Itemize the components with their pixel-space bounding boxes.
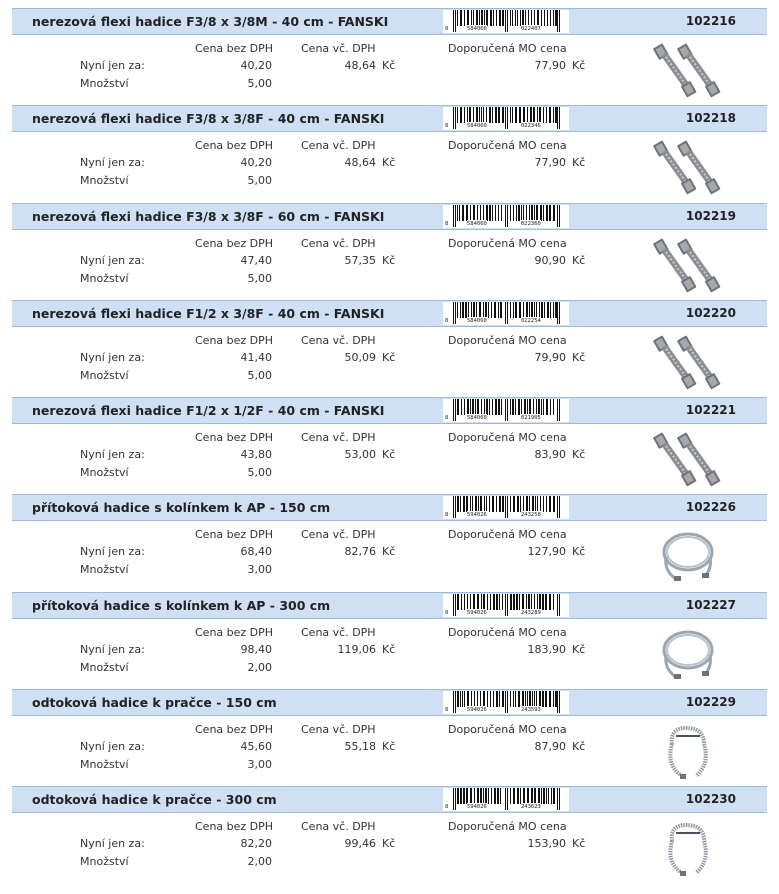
product-code: 102220 [685, 305, 736, 320]
rrp-value: 183,90 [527, 642, 566, 656]
drain-hose-icon [650, 722, 730, 782]
barcode-digits-right: 243289 [521, 609, 541, 616]
quantity-label: Množství [80, 368, 129, 382]
rrp-currency: Kč [572, 642, 586, 656]
price-incl-value: 53,00 [344, 448, 376, 462]
barcode-digit-prefix: 8 [445, 415, 449, 422]
quantity-label: Množství [80, 660, 129, 674]
now-only-label: Nyní jen za: [80, 350, 145, 364]
price-incl-currency: Kč [382, 59, 396, 72]
rrp-currency: Kč [572, 59, 586, 72]
two-flexi-hoses-icon [650, 236, 730, 296]
rrp-label: Doporučená MO cena [448, 820, 567, 834]
rrp-currency: Kč [572, 253, 586, 267]
now-only-label: Nyní jen za: [80, 740, 145, 754]
barcode-digits-right: 021905 [521, 415, 541, 422]
product-code: 102216 [685, 14, 736, 28]
product-header [12, 300, 767, 327]
rrp-label: Doporučená MO cena [448, 723, 567, 737]
barcode [443, 205, 569, 228]
price-excl-value: 40,20 [240, 156, 272, 170]
now-only-label: Nyní jen za: [80, 642, 145, 656]
price-excl-value: 47,40 [240, 253, 272, 267]
rrp-value: 87,90 [534, 740, 566, 754]
rrp-currency: Kč [572, 837, 586, 851]
product-header [12, 689, 767, 716]
price-incl-label: Cena vč. DPH [301, 139, 376, 153]
barcode-digit-prefix: 8 [445, 512, 449, 519]
product-image[interactable] [650, 819, 730, 879]
barcode-digits-right: 022346 [521, 123, 541, 130]
price-incl-value: 119,06 [337, 642, 376, 656]
price-incl-label: Cena vč. DPH [301, 528, 376, 542]
quantity-value: 5,00 [247, 77, 272, 90]
price-excl-label: Cena bez DPH [195, 333, 274, 347]
price-incl-label: Cena vč. DPH [301, 236, 376, 250]
product-title[interactable]: odtoková hadice k pračce - 300 cm [32, 792, 277, 808]
price-excl-label: Cena bez DPH [195, 236, 274, 250]
barcode-digits [443, 317, 569, 325]
barcode [443, 302, 569, 325]
quantity-value: 3,00 [247, 758, 272, 772]
rrp-label: Doporučená MO cena [448, 431, 567, 445]
rrp-currency: Kč [572, 740, 586, 754]
quantity-value: 2,00 [247, 855, 272, 869]
rrp-currency: Kč [572, 350, 586, 364]
barcode-digits [443, 706, 569, 714]
product-code: 102221 [685, 403, 736, 418]
rrp-label: Doporučená MO cena [448, 625, 567, 639]
barcode-digits-left: 594026 [467, 804, 487, 811]
rrp-value: 90,90 [534, 253, 566, 267]
product-title[interactable]: nerezová flexi hadice F1/2 x 3/8F - 40 cm - FANSKI [32, 305, 385, 321]
product-code: 102227 [685, 597, 736, 612]
drain-hose-icon [650, 819, 730, 879]
price-incl-label: Cena vč. DPH [301, 820, 376, 834]
product-image[interactable] [650, 527, 730, 587]
barcode-digits [443, 220, 569, 228]
barcode-digits-left: 594026 [467, 707, 487, 714]
price-incl-value: 50,09 [344, 350, 376, 364]
quantity-label: Množství [80, 563, 129, 577]
barcode [443, 788, 569, 811]
price-incl-value: 48,64 [344, 156, 376, 170]
product-image[interactable] [650, 41, 730, 101]
rrp-label: Doporučená MO cena [448, 139, 567, 153]
quantity-value: 5,00 [247, 368, 272, 382]
coiled-inlet-hose-icon [650, 527, 730, 587]
barcode-digit-prefix: 8 [445, 804, 449, 811]
price-incl-label: Cena vč. DPH [301, 723, 376, 737]
product-image[interactable] [650, 430, 730, 490]
product-item [0, 494, 779, 591]
rrp-value: 153,90 [527, 837, 566, 851]
quantity-value: 5,00 [247, 271, 272, 285]
rrp-currency: Kč [572, 156, 586, 170]
price-excl-value: 41,40 [240, 350, 272, 364]
barcode-digits-right: 243593 [521, 707, 541, 714]
rrp-label: Doporučená MO cena [448, 42, 567, 55]
barcode-digits-right: 243623 [521, 804, 541, 811]
product-item [0, 203, 779, 300]
product-list [0, 8, 779, 884]
quantity-label: Množství [80, 855, 129, 869]
coiled-inlet-hose-icon [650, 625, 730, 685]
rrp-value: 79,90 [534, 350, 566, 364]
now-only-label: Nyní jen za: [80, 156, 145, 170]
now-only-label: Nyní jen za: [80, 59, 145, 72]
quantity-label: Množství [80, 758, 129, 772]
price-incl-value: 82,76 [344, 545, 376, 559]
barcode-digits-left: 584060 [467, 26, 487, 32]
product-image[interactable] [650, 138, 730, 198]
product-title[interactable]: nerezová flexi hadice F3/8 x 3/8M - 40 cm - FANSKI [32, 14, 389, 29]
price-incl-value: 57,35 [344, 253, 376, 267]
barcode-digits [443, 122, 569, 130]
product-code: 102219 [685, 208, 736, 223]
barcode-digit-prefix: 8 [445, 220, 449, 227]
quantity-value: 3,00 [247, 563, 272, 577]
two-flexi-hoses-icon [650, 41, 730, 101]
price-incl-currency: Kč [382, 837, 396, 851]
two-flexi-hoses-icon [650, 430, 730, 490]
product-code: 102229 [685, 695, 736, 710]
price-excl-label: Cena bez DPH [195, 625, 274, 639]
product-code: 102226 [685, 500, 736, 515]
product-item [0, 786, 779, 883]
rrp-label: Doporučená MO cena [448, 528, 567, 542]
product-item [0, 8, 779, 105]
price-incl-value: 99,46 [344, 837, 376, 851]
price-excl-label: Cena bez DPH [195, 723, 274, 737]
product-title[interactable]: odtoková hadice k pračce - 150 cm [32, 695, 277, 711]
barcode-digits-right: 022360 [521, 220, 541, 227]
barcode-digits-right: 022254 [521, 317, 541, 324]
product-title[interactable]: přítoková hadice s kolínkem k AP - 150 cm [32, 500, 331, 516]
price-excl-value: 68,40 [240, 545, 272, 559]
rrp-value: 77,90 [534, 59, 566, 72]
barcode-digits-left: 584060 [467, 220, 487, 227]
price-incl-currency: Kč [382, 350, 396, 364]
barcode-digits-left: 594026 [467, 512, 487, 519]
rrp-value: 83,90 [534, 448, 566, 462]
product-image[interactable] [650, 236, 730, 296]
product-header [12, 8, 767, 35]
barcode-digits [443, 414, 569, 422]
product-header [12, 786, 767, 813]
price-excl-value: 82,20 [240, 837, 272, 851]
product-item [0, 689, 779, 786]
price-excl-label: Cena bez DPH [195, 431, 274, 445]
price-excl-value: 45,60 [240, 740, 272, 754]
product-item [0, 105, 779, 202]
product-code: 102230 [685, 792, 736, 807]
price-incl-currency: Kč [382, 642, 396, 656]
barcode [443, 496, 569, 519]
price-incl-currency: Kč [382, 253, 396, 267]
price-incl-currency: Kč [382, 156, 396, 170]
product-image[interactable] [650, 333, 730, 393]
product-title[interactable]: nerezová flexi hadice F3/8 x 3/8F - 40 cm - FANSKI [32, 111, 385, 127]
rrp-value: 77,90 [534, 156, 566, 170]
quantity-value: 5,00 [247, 466, 272, 480]
product-image[interactable] [650, 625, 730, 685]
barcode [443, 399, 569, 422]
product-image[interactable] [650, 722, 730, 782]
rrp-label: Doporučená MO cena [448, 333, 567, 347]
product-item [0, 592, 779, 689]
now-only-label: Nyní jen za: [80, 837, 145, 851]
quantity-label: Množství [80, 271, 129, 285]
price-excl-value: 43,80 [240, 448, 272, 462]
price-incl-label: Cena vč. DPH [301, 42, 376, 55]
rrp-currency: Kč [572, 545, 586, 559]
quantity-label: Množství [80, 174, 129, 188]
price-incl-currency: Kč [382, 740, 396, 754]
price-incl-label: Cena vč. DPH [301, 625, 376, 639]
product-title[interactable]: nerezová flexi hadice F3/8 x 3/8F - 60 cm - FANSKI [32, 208, 385, 224]
price-excl-label: Cena bez DPH [195, 528, 274, 542]
barcode-digits-right: 243258 [521, 512, 541, 519]
price-incl-currency: Kč [382, 448, 396, 462]
price-excl-label: Cena bez DPH [195, 820, 274, 834]
barcode [443, 691, 569, 714]
product-item [0, 397, 779, 494]
price-incl-currency: Kč [382, 545, 396, 559]
barcode-digits [443, 803, 569, 811]
barcode-digit-prefix: 8 [445, 123, 449, 130]
barcode-digits-left: 584060 [467, 123, 487, 130]
barcode-digit-prefix: 8 [445, 707, 449, 714]
quantity-value: 2,00 [247, 660, 272, 674]
product-header [12, 397, 767, 424]
rrp-currency: Kč [572, 448, 586, 462]
quantity-label: Množství [80, 466, 129, 480]
barcode-digits-left: 594026 [467, 609, 487, 616]
product-header [12, 203, 767, 230]
barcode-digits [443, 609, 569, 617]
barcode-digit-prefix: 8 [445, 26, 449, 32]
price-incl-label: Cena vč. DPH [301, 431, 376, 445]
product-item [0, 300, 779, 397]
rrp-label: Doporučená MO cena [448, 236, 567, 250]
barcode-digits-left: 584060 [467, 415, 487, 422]
barcode-digits [443, 511, 569, 519]
product-code: 102218 [685, 111, 736, 126]
barcode-digit-prefix: 8 [445, 317, 449, 324]
quantity-value: 5,00 [247, 174, 272, 188]
price-excl-label: Cena bez DPH [195, 42, 274, 55]
price-incl-label: Cena vč. DPH [301, 333, 376, 347]
two-flexi-hoses-icon [650, 333, 730, 393]
price-incl-value: 55,18 [344, 740, 376, 754]
barcode-digit-prefix: 8 [445, 609, 449, 616]
now-only-label: Nyní jen za: [80, 448, 145, 462]
product-title[interactable]: přítoková hadice s kolínkem k AP - 300 cm [32, 597, 331, 613]
barcode-digits-right: 022407 [521, 26, 541, 32]
now-only-label: Nyní jen za: [80, 545, 145, 559]
product-title[interactable]: nerezová flexi hadice F1/2 x 1/2F - 40 cm - FANSKI [32, 403, 385, 419]
two-flexi-hoses-icon [650, 138, 730, 198]
barcode-digits-left: 584060 [467, 317, 487, 324]
now-only-label: Nyní jen za: [80, 253, 145, 267]
product-header [12, 494, 767, 521]
barcode-digits [443, 25, 569, 33]
price-excl-value: 40,20 [240, 59, 272, 72]
barcode [443, 107, 569, 130]
price-incl-value: 48,64 [344, 59, 376, 72]
barcode [443, 594, 569, 617]
price-excl-value: 98,40 [240, 642, 272, 656]
product-header [12, 105, 767, 132]
quantity-label: Množství [80, 77, 129, 90]
barcode [443, 10, 569, 33]
rrp-value: 127,90 [527, 545, 566, 559]
price-excl-label: Cena bez DPH [195, 139, 274, 153]
product-header [12, 592, 767, 619]
